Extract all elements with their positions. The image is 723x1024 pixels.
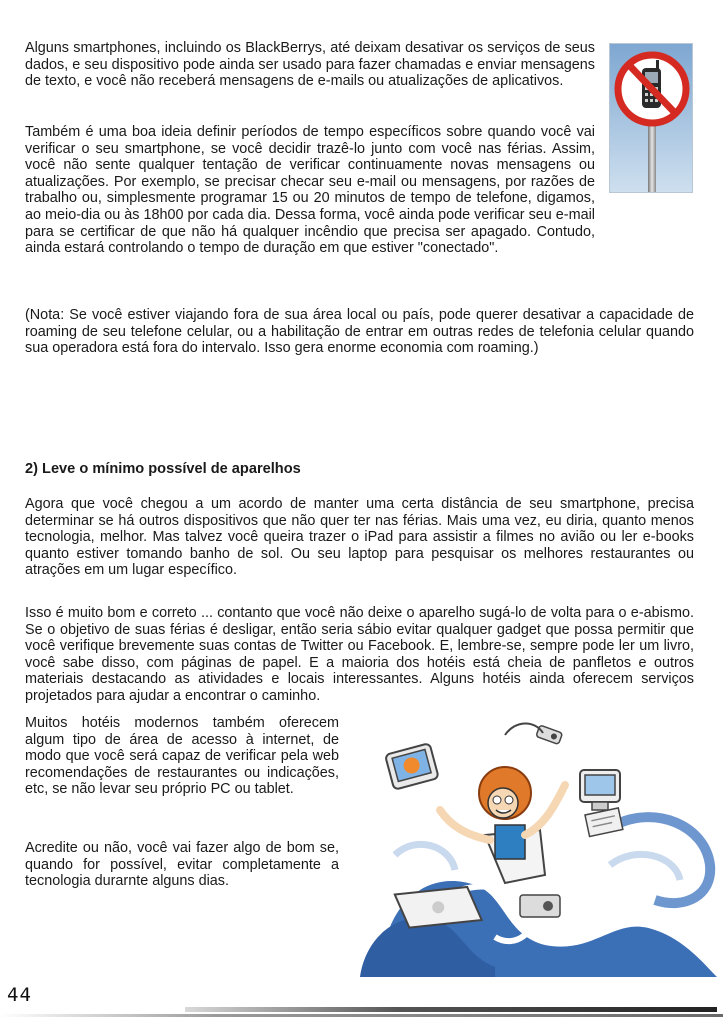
footer-rule-lower xyxy=(0,1014,723,1017)
surfing-gadgets-illustration xyxy=(355,715,717,977)
paragraph-hotels-internet: Muitos hotéis modernos também oferecem algum tipo de área de acesso à internet, de modo que você será capaz de verificar pela web recomendações de restaurantes ou indicações, etc, se não levar seu próprio PC ou tablet. xyxy=(25,715,339,798)
paragraph-roaming-note: (Nota: Se você estiver viajando fora de sua área local ou país, pode querer desativar a capacidade de roaming de seu telefone celular, ou a habilitação de entrar em outras redes de telefonia celular quando sua operadora está fora do intervalo. Isso gera enorme economia com roaming.) xyxy=(25,307,694,357)
paragraph-smartphones-data: Alguns smartphones, incluindo os BlackBerrys, até deixam desativar os serviços de seus dados, e seu dispositivo pode ainda ser usado para fazer chamadas e enviar mensagens de texto, e você não receberá mensagens de e-mails ou atualizações de aplicativos. xyxy=(25,40,595,90)
paragraph-avoid-tech: Acredite ou não, você vai fazer algo de bom se, quando for possível, evitar completamente a tecnologia durarnte alguns dias. xyxy=(25,840,339,890)
paragraph-e-abyss: Isso é muito bom e correto ... contanto que você não deixe o aparelho sugá-lo de volta para o e-abismo. Se o objetivo de suas férias é desligar, então seria sábio evitar qualquer gadget que possa permitir que você verifique brevemente suas contas de Twitter ou Facebook. E, lembre-se, sempre pode ler um livro, você sabe disso, com páginas de papel. E a maioria dos hotéis está cheia de panfletos e outros materiais destacando as atividades e locais interessantes. Alguns hotéis ainda oferecem serviços projetados para ajudar a encontrar o caminho. xyxy=(25,605,694,704)
paragraph-devices: Agora que você chegou a um acordo de manter uma certa distância de seu smartphone, precisa determinar se há outros dispositivos que não quer ter nas férias. Mais uma vez, eu diria, quanto menos tecnologia, melhor. Mas talvez você queira trazer o iPad para assistir a filmes no avião ou ler e-books quanto estiver tomando banho de sol. Ou seu laptop para pesquisar os melhores restaurantes ou atrações em um lugar específico. xyxy=(25,496,694,579)
page-number: 44 xyxy=(7,984,32,1006)
paragraph-time-periods: Também é uma boa ideia definir períodos de tempo específicos sobre quando você vai verificar o seu smartphone, se você decidir trazê-lo junto com você nas férias. Assim, você não sente qualquer tentação de verificar continuamente novas mensagens ou atualizações. Por exemplo, se precisar checar seu e-mail ou mensagens, por razões de trabalho ou, simplesmente programar 15 ou 20 minutos de tempo de telefone, digamos, ao meio-dia ou às 18h00 por cada dia. Dessa forma, você ainda pode verificar seu e-mail para se certificar de que não há qualquer incêndio que precisa ser apagado. Contudo, ainda estará controlando o tempo de duração em que estiver "conectado". xyxy=(25,124,595,257)
no-phone-sign-photo xyxy=(609,43,693,193)
section-heading: 2) Leve o mínimo possível de aparelhos xyxy=(25,461,301,477)
tech-wave-cartoon xyxy=(355,715,717,977)
no-phone-icon xyxy=(610,44,693,193)
footer-rule xyxy=(185,1007,717,1012)
